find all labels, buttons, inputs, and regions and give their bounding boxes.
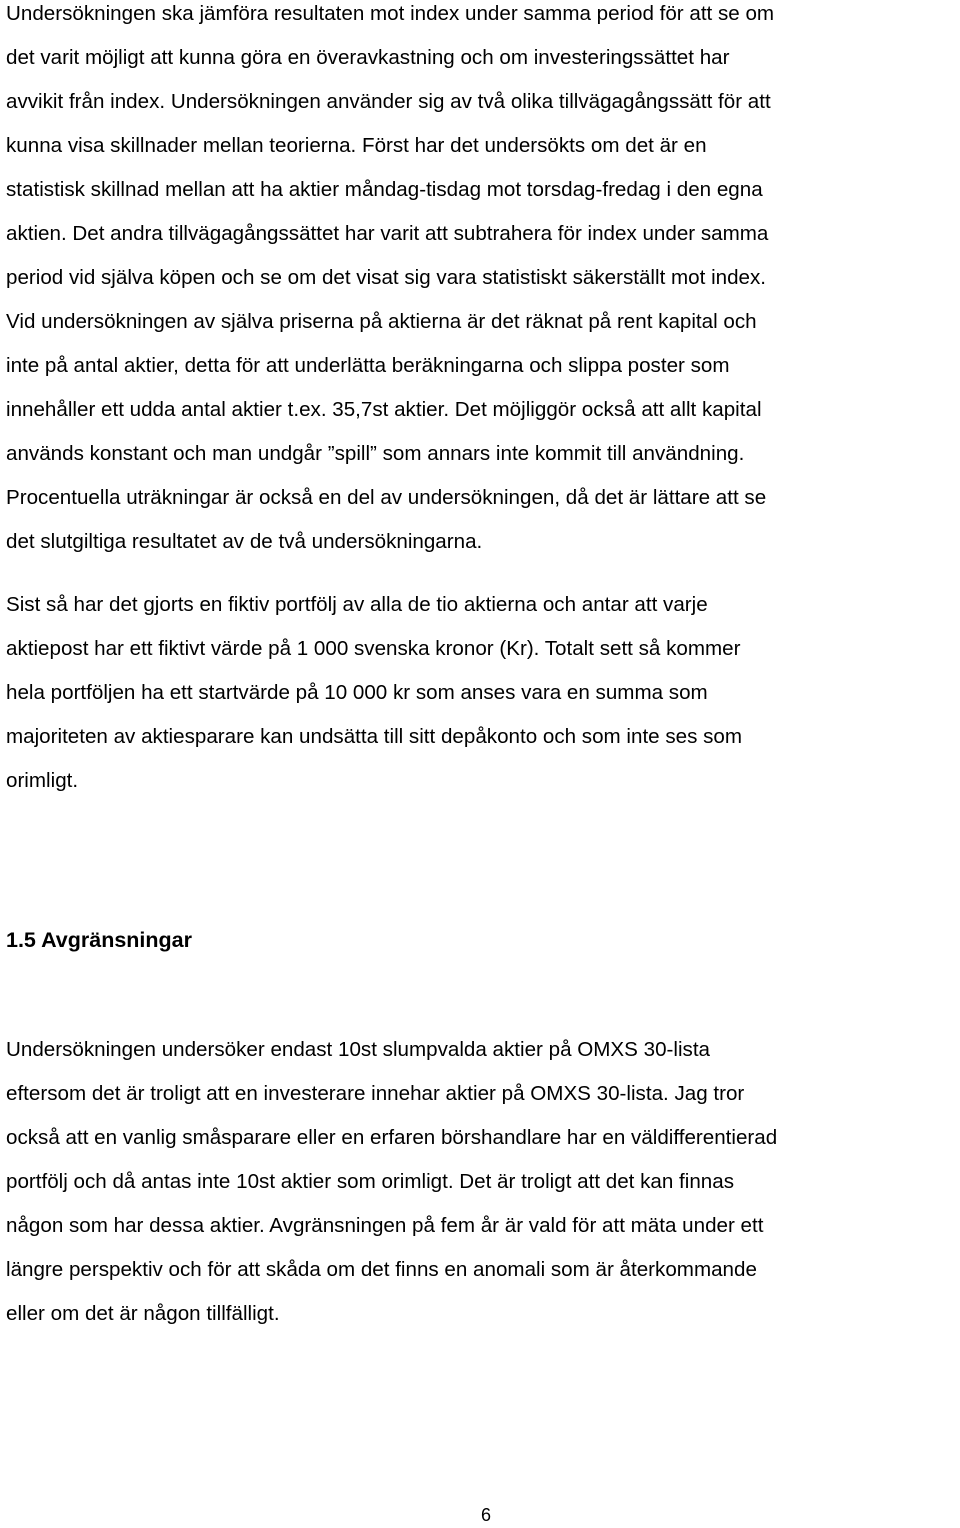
text-line: Undersökningen ska jämföra resultaten mot index under samma period för att se om: [6, 2, 775, 25]
text-line: det slutgiltiga resultatet av de två undersökningarna.: [6, 530, 483, 553]
paragraph-method: [6, 0, 960, 564]
text-line: innehåller ett udda antal aktier t.ex. 35,7st aktier. Det möjliggör också att allt kapital: [6, 398, 762, 421]
text-line: portfölj och då antas inte 10st aktier som orimligt. Det är troligt att det kan finnas: [6, 1170, 735, 1193]
section-heading: 1.5 Avgränsningar: [6, 928, 192, 952]
text-line: aktiepost har ett fiktivt värde på 1 000 svenska kronor (Kr). Totalt sett så kommer: [6, 637, 741, 660]
text-line: eller om det är någon tillfälligt.: [6, 1302, 280, 1325]
paragraph-portfolio: [6, 583, 960, 803]
text-line: också att en vanlig småsparare eller en erfaren börshandlare har en väldifferentierad: [6, 1126, 778, 1149]
text-line: används konstant och man undgår ”spill” som annars inte kommit till användning.: [6, 442, 745, 465]
text-line: eftersom det är troligt att en investerare innehar aktier på OMXS 30-lista. Jag tror: [6, 1082, 745, 1105]
text-line: inte på antal aktier, detta för att underlätta beräkningarna och slippa poster som: [6, 354, 730, 377]
text-line: statistisk skillnad mellan att ha aktier måndag-tisdag mot torsdag-fredag i den egna: [6, 178, 763, 201]
text-line: längre perspektiv och för att skåda om det finns en anomali som är återkommande: [6, 1258, 757, 1281]
text-line: Vid undersökningen av själva priserna på aktierna är det räknat på rent kapital och: [6, 310, 757, 333]
text-line: aktien. Det andra tillvägagångssättet har varit att subtrahera för index under samma: [6, 222, 769, 245]
text-line: majoriteten av aktiesparare kan undsätta till sitt depåkonto och som inte ses som: [6, 725, 743, 748]
text-line: kunna visa skillnader mellan teorierna. Först har det undersökts om det är en: [6, 134, 707, 157]
text-line: Procentuella uträkningar är också en del av undersökningen, då det är lättare att se: [6, 486, 767, 509]
text-line: Sist så har det gjorts en fiktiv portfölj av alla de tio aktierna och antar att varje: [6, 593, 708, 616]
text-line: det varit möjligt att kunna göra en överavkastning och om investeringssättet har: [6, 46, 730, 69]
text-line: hela portföljen ha ett startvärde på 10 000 kr som anses vara en summa som: [6, 681, 708, 704]
text-line: orimligt.: [6, 769, 79, 792]
page-number: 6: [480, 1505, 491, 1525]
text-line: Undersökningen undersöker endast 10st slumpvalda aktier på OMXS 30-lista: [6, 1038, 710, 1061]
paragraph-delimitations: [6, 1028, 960, 1336]
text-line: någon som har dessa aktier. Avgränsningen på fem år är vald för att mäta under ett: [6, 1214, 764, 1237]
text-line: avvikit från index. Undersökningen använder sig av två olika tillvägagångssätt för att: [6, 90, 771, 113]
text-line: period vid själva köpen och se om det visat sig vara statistiskt säkerställt mot index.: [6, 266, 767, 289]
